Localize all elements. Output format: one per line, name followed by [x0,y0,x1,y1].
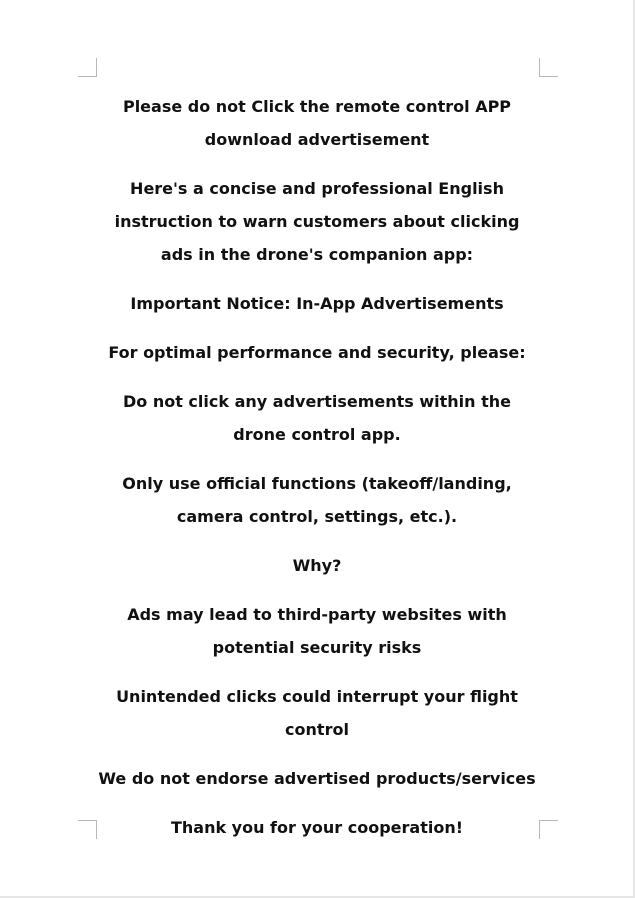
crop-mark-top-right [539,58,558,77]
instruction-lead: For optimal performance and security, please: [108,343,526,362]
reason-item: We do not endorse advertised products/services [98,769,536,788]
reason-item: Ads may lead to third-party websites with potential security risks [127,605,507,657]
crop-mark-top-left [78,58,97,77]
crop-mark-bottom-right [539,820,558,839]
crop-mark-bottom-left [78,820,97,839]
instruction-item: Do not click any advertisements within the drone control app. [122,392,511,444]
reason-item: Unintended clicks could interrupt your flight control [116,687,518,739]
title-paragraph: Please do not Click the remote control APP download advertisement [122,97,512,149]
document-body [96,90,538,860]
intro-paragraph: Here's a concise and professional English instruction to warn customers about clicking ads in the drone's companion app: [114,179,520,264]
notice-heading: Important Notice: In-App Advertisements [130,294,504,313]
why-heading: Why? [292,556,342,575]
instruction-item: Only use official functions (takeoff/landing, camera control, settings, etc.). [122,474,512,526]
closing-paragraph: Thank you for your cooperation! [170,818,464,837]
